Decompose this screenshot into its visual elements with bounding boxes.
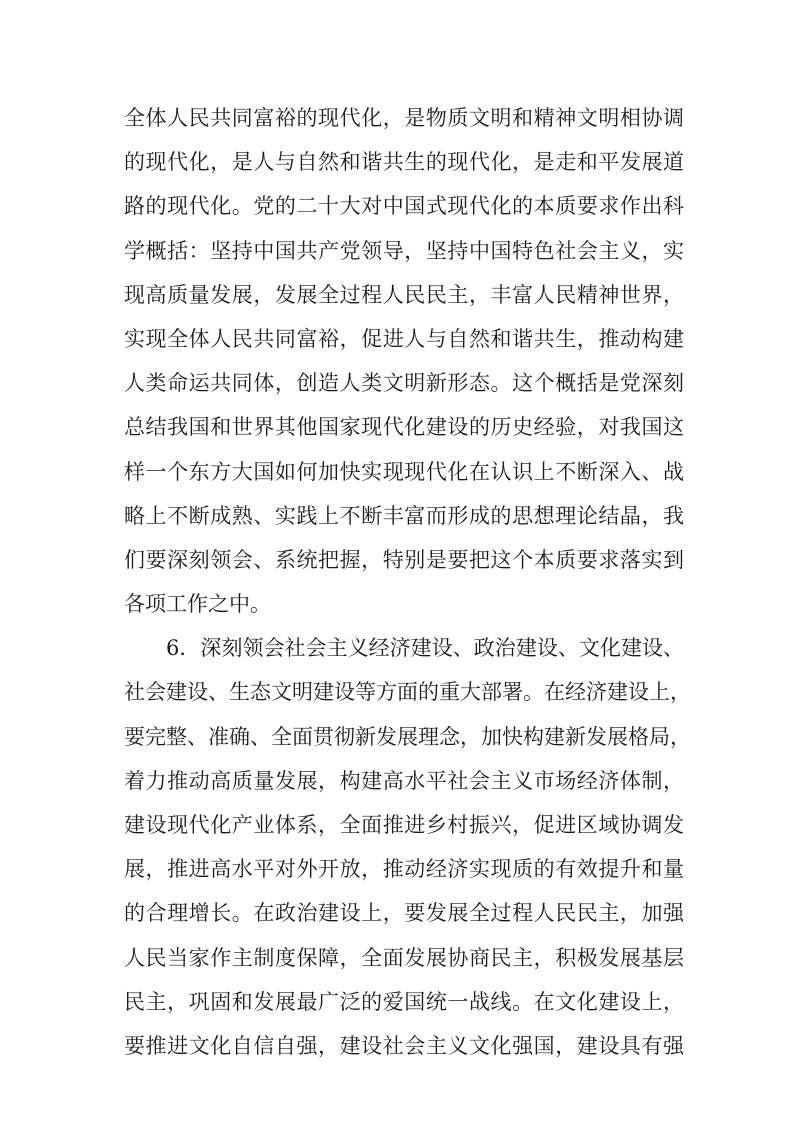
text-line: 要推进文化自信自强，建设社会主义文化强国，建设具有强 (124, 1033, 684, 1058)
text-line: 们要深刻领会、系统把握，特别是要把这个本质要求落实到 (124, 547, 684, 572)
text-line: 的现代化，是人与自然和谐共生的现代化，是走和平发展道 (124, 150, 684, 175)
text-line: 展，推进高水平对外开放，推动经济实现质的有效提升和量 (124, 857, 684, 882)
text-line: 建设现代化产业体系，全面推进乡村振兴，促进区域协调发 (124, 813, 684, 837)
section-heading-line: 6．深刻领会社会主义经济建设、政治建设、文化建设、 (166, 636, 684, 661)
text-line: 路的现代化。党的二十大对中国式现代化的本质要求作出科 (124, 194, 684, 219)
text-line: 的合理增长。在政治建设上，要发展全过程人民民主，加强 (124, 901, 684, 926)
text-line: 要完整、准确、全面贯彻新发展理念，加快构建新发展格局， (124, 724, 691, 749)
text-line: 样一个东方大国如何加快实现现代化在认识上不断深入、战 (124, 459, 684, 484)
text-line: 人类命运共同体，创造人类文明新形态。这个概括是党深刻 (124, 371, 684, 396)
text-line: 民主，巩固和发展最广泛的爱国统一战线。在文化建设上， (124, 989, 684, 1014)
text-line: 略上不断成熟、实践上不断丰富而形成的思想理论结晶，我 (124, 503, 684, 528)
body-text (124, 96, 691, 1068)
text-line: 着力推动高质量发展，构建高水平社会主义市场经济体制， (124, 768, 684, 793)
text-line: 各项工作之中。 (124, 592, 271, 617)
text-line: 现高质量发展，发展全过程人民民主，丰富人民精神世界， (124, 282, 684, 307)
text-line: 人民当家作主制度保障，全面发展协商民主，积极发展基层 (124, 945, 684, 970)
text-line: 实现全体人民共同富裕，促进人与自然和谐共生，推动构建 (124, 326, 684, 351)
text-line: 全体人民共同富裕的现代化，是物质文明和精神文明相协调 (124, 106, 684, 130)
text-line: 学概括：坚持中国共产党领导，坚持中国特色社会主义，实 (124, 238, 684, 263)
text-line: 社会建设、生态文明建设等方面的重大部署。在经济建设上， (124, 680, 691, 705)
text-line: 总结我国和世界其他国家现代化建设的历史经验，对我国这 (124, 415, 684, 440)
